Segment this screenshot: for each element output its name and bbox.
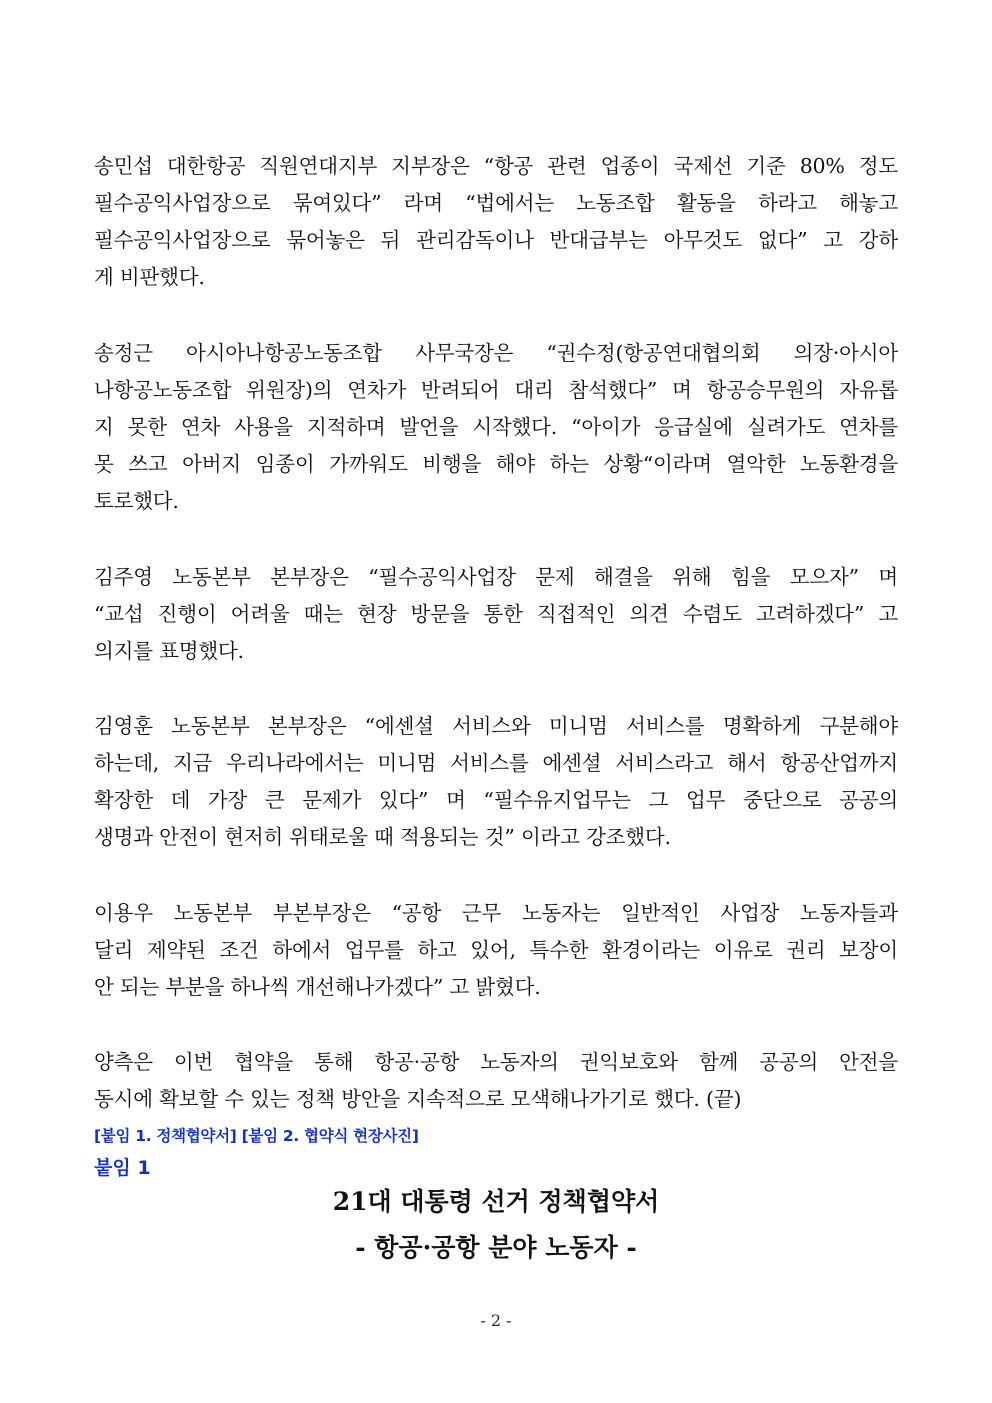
paragraph-line: 못 쓰고 아버지 임종이 가까워도 비행을 해야 하는 상황“이라며 열악한 노동환경을 — [94, 452, 898, 476]
paragraph-line: 이용우 노동본부 부본부장은 “공항 근무 노동자는 일반적인 사업장 노동자들과 — [94, 901, 898, 925]
paragraph-kim-yeonghun — [94, 708, 898, 856]
paragraph-line: 의지를 표명했다. — [94, 639, 244, 663]
paragraph-line: 안 되는 부분을 하나씩 개선해나가겠다” 고 밝혔다. — [94, 975, 541, 999]
paragraph-line: 생명과 안전이 현저히 위태로울 때 적용되는 것” 이라고 강조했다. — [94, 825, 671, 849]
paragraph-line: 김영훈 노동본부 본부장은 “에센셜 서비스와 미니멈 서비스를 명확하게 구분해야 — [94, 714, 898, 738]
attachment-note: [붙임 1. 정책협약서] [붙임 2. 협약식 현장사진] — [94, 1127, 419, 1145]
paragraph-closing — [94, 1044, 898, 1118]
paragraph-line: 토로했다. — [94, 489, 179, 513]
paragraph-line: 김주영 노동본부 본부장은 “필수공익사업장 문제 해결을 위해 힘을 모으자” 며 — [94, 565, 898, 589]
paragraph-line: 동시에 확보할 수 있는 정책 방안을 지속적으로 모색해나가기로 했다. (끝) — [94, 1087, 742, 1111]
paragraph-line: 확장한 데 가장 큰 문제가 있다” 며 “필수유지업무는 그 업무 중단으로 공공의 — [94, 788, 898, 812]
paragraph-kim-juyeong — [94, 559, 898, 670]
paragraph-lee-yongwoo — [94, 895, 898, 1006]
paragraph-line: 게 비판했다. — [94, 265, 205, 289]
paragraph-line: 필수공익사업장으로 묶여있다” 라며 “법에서는 노동조합 활동을 하라고 해놓고 — [94, 191, 898, 215]
paragraph-song-minseop — [94, 148, 898, 296]
attachment-label: 붙임 1 — [94, 1157, 151, 1179]
document-title: 21대 대통령 선거 정책협약서 — [332, 1187, 660, 1216]
paragraph-line: 지 못한 연차 사용을 지적하며 발언을 시작했다. “아이가 응급실에 실려가도 연차를 — [94, 415, 898, 439]
paragraph-line: 양측은 이번 협약을 통해 항공·공항 노동자의 권익보호와 함께 공공의 안전을 — [94, 1050, 898, 1074]
paragraph-song-jeonggeun — [94, 335, 898, 520]
document-subtitle: - 항공·공항 분야 노동자 - — [355, 1233, 637, 1262]
paragraph-line: 송정근 아시아나항공노동조합 사무국장은 “권수정(항공연대협의회 의장·아시아 — [94, 341, 898, 365]
paragraph-line: 나항공노동조합 위원장)의 연차가 반려되어 대리 참석했다” 며 항공승무원의 자유롭 — [94, 378, 898, 402]
paragraph-line: 필수공익사업장으로 묶어놓은 뒤 관리감독이나 반대급부는 아무것도 없다” 고 강하 — [94, 228, 898, 252]
paragraph-line: “교섭 진행이 어려울 때는 현장 방문을 통한 직접적인 의견 수렴도 고려하겠다” 고 — [94, 602, 898, 626]
paragraph-line: 달리 제약된 조건 하에서 업무를 하고 있어, 특수한 환경이라는 이유로 권리 보장이 — [94, 938, 898, 962]
paragraph-line: 송민섭 대한항공 직원연대지부 지부장은 “항공 관련 업종이 국제선 기준 80% 정도 — [94, 154, 898, 178]
paragraph-line: 하는데, 지금 우리나라에서는 미니멈 서비스를 에센셜 서비스라고 해서 항공산업까지 — [94, 751, 898, 775]
page-number: - 2 - — [480, 1311, 512, 1330]
